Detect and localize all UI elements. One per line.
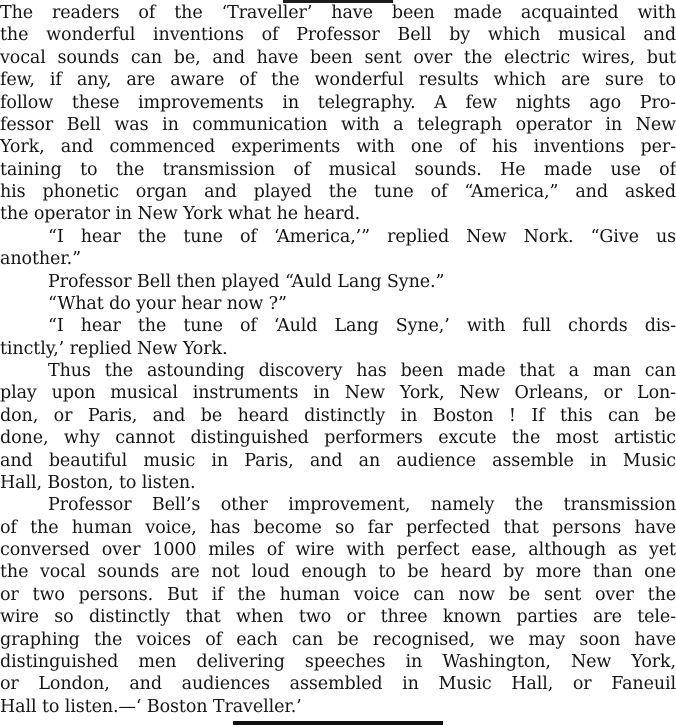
text-line: don, or Paris, and be heard distinctly in Boston ! If this can be [0, 405, 676, 426]
text-line: tinctly,’ replied New York. [0, 338, 228, 359]
text-line: of the human voice, has become so far perfected that persons have [0, 517, 676, 538]
text-line: follow these improvements in telegraphy. A few nights ago Pro- [0, 92, 676, 113]
text-line: Hall to listen.—‘ Boston Traveller.’ [0, 696, 302, 717]
bottom-rule [233, 721, 443, 725]
text-line: “I hear the tune of ‘Auld Lang Syne,’ with full chords dis- [48, 316, 676, 337]
text-line: few, if any, are aware of the wonderful results which are sure to [0, 70, 676, 91]
text-line: York, and commenced experiments with one of his inventions per- [0, 137, 676, 158]
text-line: play upon musical instruments in New York, New Orleans, or Lon- [0, 383, 676, 404]
text-line: Thus the astounding discovery has been made that a man can [48, 361, 676, 381]
text-line: or two persons. But if the human voice can now be sent over the [0, 584, 676, 605]
text-line: or London, and audiences assembled in Music Hall, or Faneuil [0, 674, 676, 695]
text-line: done, why cannot distinguished performers excute the most artistic [0, 428, 676, 449]
text-line: Hall, Boston, to listen. [0, 472, 196, 493]
text-line: the wonderful inventions of Professor Bell by which musical and [0, 25, 676, 46]
text-line: vocal sounds can be, and have been sent over the electric wires, but [0, 47, 676, 68]
text-line: “I hear the tune of ‘America,’” replied New Nork. “Give us [48, 226, 676, 247]
text-line: and beautiful music in Paris, and an audience assemble in Music [0, 450, 676, 471]
text-line: another.” [0, 249, 81, 270]
text-line: wire so distinctly that when two or three known parties are tele- [0, 607, 676, 628]
text-line: Professor Bell’s other improvement, namely the transmission [48, 495, 676, 516]
text-line: “What do your hear now ?” [48, 293, 287, 314]
text-line: taining to the transmission of musical sounds. He made use of [0, 159, 676, 180]
text-line: The readers of the ‘Traveller’ have been made acquainted with [0, 3, 676, 23]
text-line: the vocal sounds are not loud enough to be heard by more than one [0, 562, 676, 583]
text-line: fessor Bell was in communication with a telegraph operator in New [0, 114, 676, 135]
text-line: conversed over 1000 miles of wire with perfect ease, although as yet [0, 540, 676, 560]
text-line: his phonetic organ and played the tune of “America,” and asked [0, 182, 676, 202]
text-line: graphing the voices of each can be recognised, we may soon have [0, 629, 676, 650]
text-line: distinguished men delivering speeches in Washington, New York, [0, 651, 676, 672]
text-line: the operator in New York what he heard. [0, 204, 361, 225]
text-line: Professor Bell then played “Auld Lang Syne.” [48, 271, 445, 292]
